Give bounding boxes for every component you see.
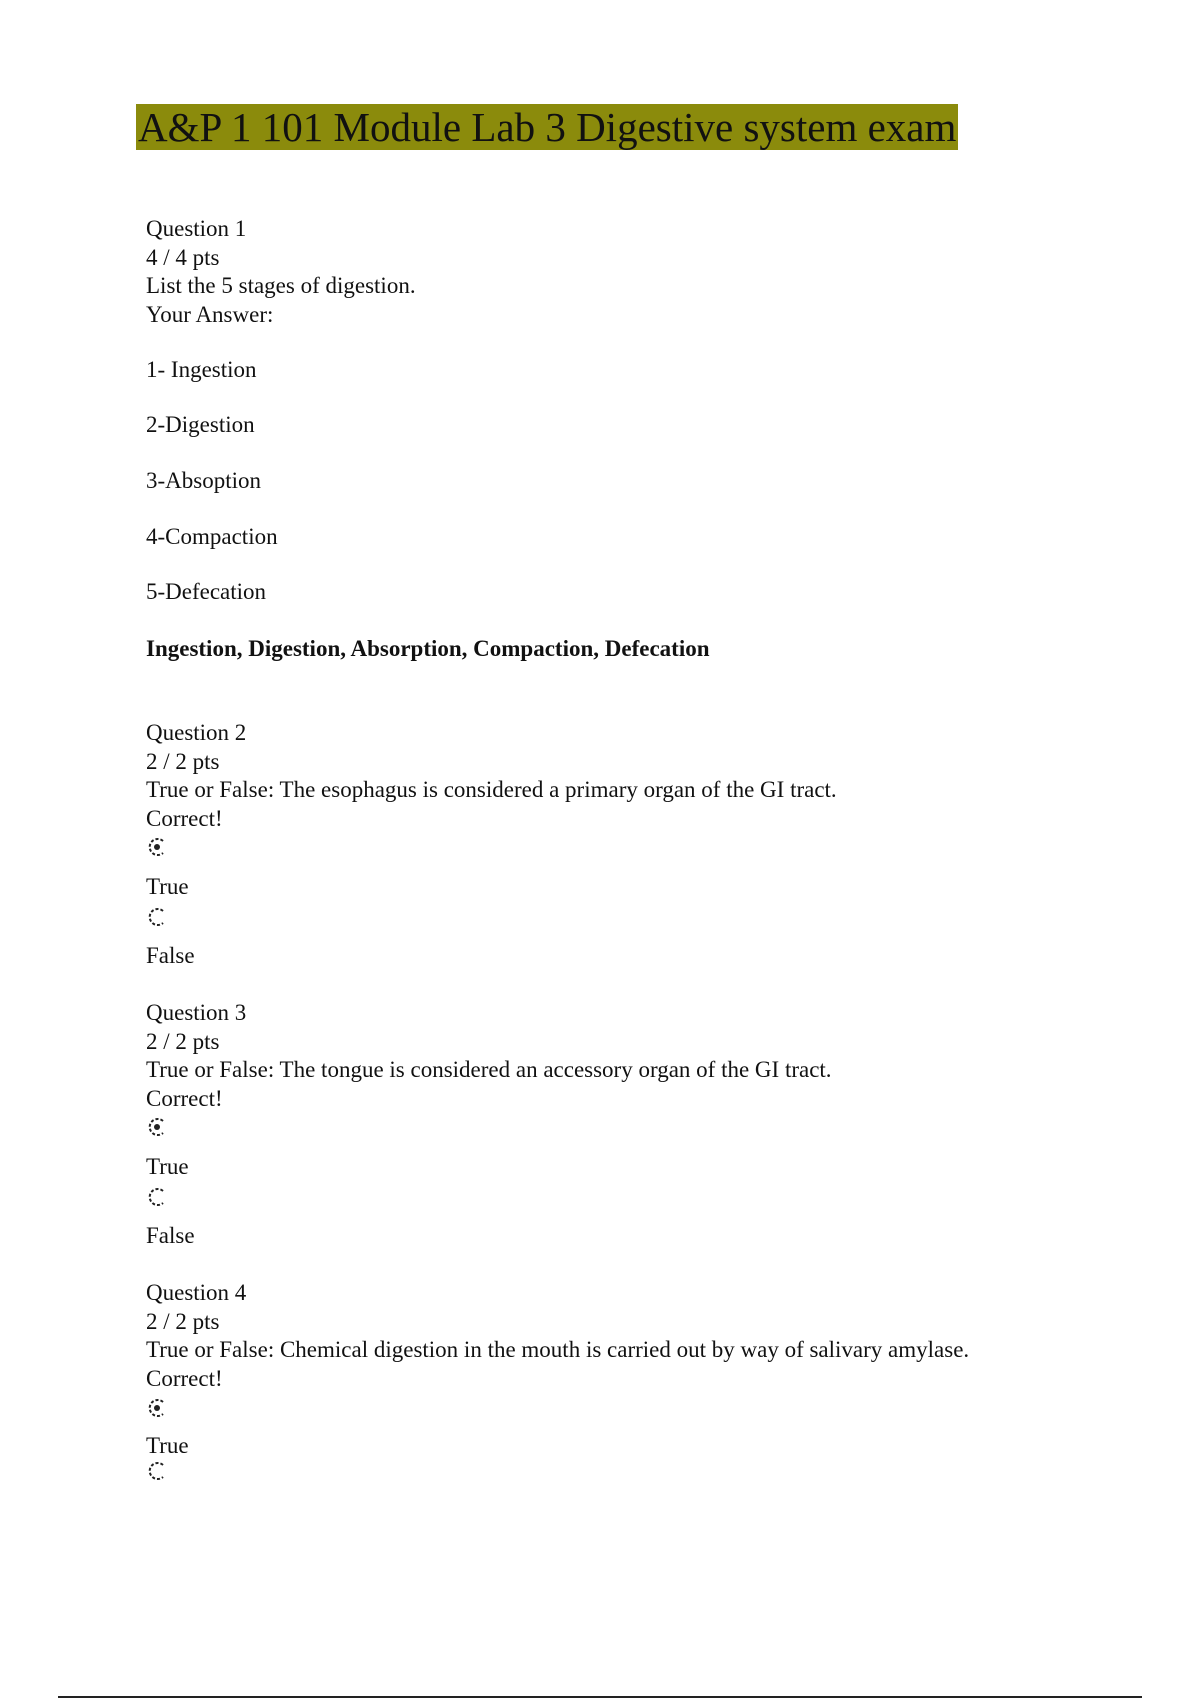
question-1-header: [146, 215, 416, 329]
correct-status: Correct!: [146, 805, 223, 831]
correct-status: Correct!: [146, 1085, 223, 1111]
question-2-header: [146, 719, 837, 833]
question-number: Question 3: [146, 1000, 247, 1025]
option-label-true: True: [146, 1154, 189, 1179]
question-prompt: True or False: The tongue is considered an accessory organ of the GI tract.: [146, 1057, 832, 1082]
question-points: 2 / 2 pts: [146, 1308, 220, 1334]
option-label-false: False: [146, 943, 195, 968]
page-bottom-rule: [58, 1696, 1142, 1698]
question-number: Question 2: [146, 720, 247, 745]
correct-answer: Ingestion, Digestion, Absorption, Compaction, Defecation: [146, 636, 710, 661]
option-label-false: False: [146, 1223, 195, 1248]
option-label-true: True: [146, 874, 189, 899]
answer-line: 2-Digestion: [146, 412, 255, 437]
question-prompt: True or False: The esophagus is considered a primary organ of the GI tract.: [146, 777, 837, 802]
question-prompt: List the 5 stages of digestion.: [146, 273, 416, 298]
answer-line: 5-Defecation: [146, 579, 267, 604]
radio-selected-icon[interactable]: [146, 1116, 168, 1138]
page-title: A&P 1 101 Module Lab 3 Digestive system exam: [138, 104, 957, 150]
question-3-header: [146, 999, 832, 1113]
your-answer-label: Your Answer:: [146, 301, 274, 327]
correct-status: Correct!: [146, 1365, 223, 1391]
question-prompt: True or False: Chemical digestion in the mouth is carried out by way of salivary amylase.: [146, 1337, 970, 1362]
question-4-header: [146, 1279, 969, 1393]
answer-line: 3-Absoption: [146, 468, 261, 493]
question-points: 2 / 2 pts: [146, 748, 220, 774]
radio-unselected-icon[interactable]: [146, 1460, 168, 1482]
radio-selected-icon[interactable]: [146, 836, 168, 858]
option-label-true: True: [146, 1433, 189, 1458]
radio-unselected-icon[interactable]: [146, 1186, 168, 1208]
radio-unselected-icon[interactable]: [146, 906, 168, 928]
radio-selected-icon[interactable]: [146, 1397, 168, 1419]
question-number: Question 4: [146, 1280, 247, 1305]
question-points: 2 / 2 pts: [146, 1028, 220, 1054]
question-number: Question 1: [146, 216, 247, 241]
answer-line: 1- Ingestion: [146, 357, 257, 382]
question-points: 4 / 4 pts: [146, 244, 220, 270]
answer-line: 4-Compaction: [146, 524, 278, 549]
